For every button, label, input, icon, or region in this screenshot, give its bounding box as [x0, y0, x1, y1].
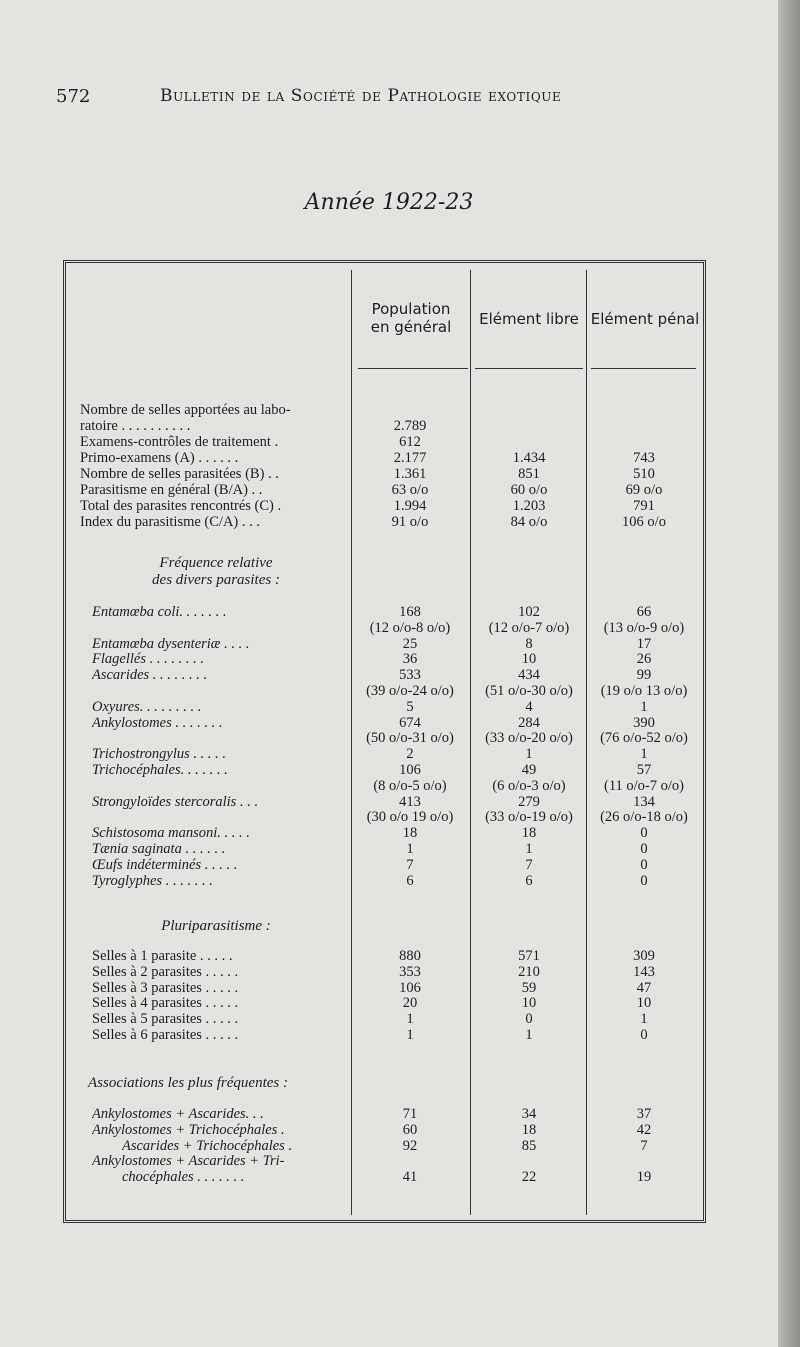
value-penal: 143 — [633, 963, 655, 980]
value-penal: (13 o/o-9 o/o) — [603, 619, 685, 636]
value-penal: 791 — [633, 498, 655, 514]
value-penal: (19 o/o 13 o/o) — [600, 683, 688, 699]
row-label: Tyroglyphes . . . . . . . — [92, 872, 213, 889]
value-population: 6 — [406, 872, 414, 889]
value-penal: 390 — [633, 714, 655, 731]
value-penal: 1 — [640, 746, 648, 763]
value-penal: 19 — [636, 1169, 652, 1186]
frequency-row — [80, 809, 700, 825]
header-rule-1 — [358, 368, 468, 369]
frequency-row — [80, 699, 700, 715]
value-population: 60 — [402, 1121, 418, 1138]
value-libre: 1.203 — [512, 498, 546, 514]
value-population: 880 — [399, 948, 421, 964]
row-label: Primo-examens (A) . . . . . . — [80, 450, 239, 466]
value-libre: 1 — [525, 841, 533, 857]
value-population: 168 — [399, 604, 421, 620]
row-label: Selles à 3 parasites . . . . . — [92, 979, 239, 996]
row-label: ratoire . . . . . . . . . . — [80, 418, 191, 434]
value-penal: 10 — [636, 995, 652, 1012]
value-penal: 0 — [640, 841, 648, 857]
page-header — [0, 84, 778, 114]
value-population: 1 — [406, 841, 414, 857]
value-libre: 34 — [521, 1106, 537, 1122]
general-row — [80, 514, 700, 530]
value-penal: 1 — [640, 698, 648, 715]
pluri-row — [80, 964, 700, 980]
header-rule-2 — [475, 368, 583, 369]
row-label: Index du parasitisme (C/A) . . . — [80, 514, 261, 530]
association-row — [80, 1106, 700, 1122]
value-population: (30 o/o 19 o/o) — [366, 809, 454, 826]
row-label: Selles à 4 parasites . . . . . — [92, 995, 239, 1012]
section-title-frequency-line2: des divers parasites : — [152, 572, 280, 588]
value-penal: 1 — [640, 1011, 648, 1028]
pluri-row — [80, 1027, 700, 1043]
value-penal: 57 — [636, 762, 652, 778]
column-header-population-line1: Population — [371, 300, 451, 318]
value-population: 2 — [406, 746, 414, 763]
row-label: Trichocéphales. . . . . . . — [92, 762, 228, 778]
value-libre: (6 o/o-3 o/o) — [492, 777, 566, 794]
row-label: Tænia saginata . . . . . . — [92, 841, 226, 857]
frequency-row — [80, 667, 700, 683]
value-population: 92 — [402, 1137, 418, 1154]
header-rule-3 — [591, 368, 696, 369]
frequency-row — [80, 857, 700, 873]
value-penal: 510 — [633, 466, 655, 482]
value-libre: 8 — [525, 635, 533, 652]
row-label: Schistosoma mansoni. . . . . — [92, 825, 250, 842]
value-libre: 4 — [525, 698, 533, 715]
value-libre: 59 — [521, 979, 537, 996]
row-label: Ascarides . . . . . . . . — [92, 667, 208, 684]
value-population: 1 — [406, 1011, 414, 1028]
value-population: (12 o/o-8 o/o) — [369, 619, 451, 636]
row-label: Œufs indéterminés . . . . . — [92, 856, 238, 873]
value-libre: 210 — [518, 963, 540, 980]
value-penal: 37 — [636, 1106, 652, 1122]
row-label: Selles à 1 parasite . . . . . — [92, 948, 233, 964]
row-label: Selles à 2 parasites . . . . . — [92, 963, 239, 980]
value-population: 1 — [406, 1027, 414, 1043]
value-libre: (33 o/o-20 o/o) — [485, 730, 573, 747]
value-population: 106 — [399, 979, 421, 996]
frequency-row — [80, 762, 700, 778]
column-header-libre: Elément libre — [479, 310, 579, 328]
frequency-row — [80, 746, 700, 762]
value-penal: 309 — [633, 948, 655, 964]
value-libre: 0 — [525, 1011, 533, 1028]
general-row — [80, 450, 700, 466]
row-label: chocéphales . . . . . . . — [122, 1169, 245, 1186]
value-libre: 18 — [521, 1121, 537, 1138]
pluri-row — [80, 948, 700, 964]
value-libre: 18 — [521, 825, 537, 842]
section-title-associations: Associations les plus fréquentes : — [88, 1075, 288, 1091]
value-population: (50 o/o-31 o/o) — [366, 730, 454, 747]
value-libre: 85 — [521, 1137, 537, 1154]
value-libre: 284 — [518, 714, 540, 731]
column-header-population — [353, 300, 469, 336]
value-libre: 1.434 — [512, 450, 546, 466]
value-population: 612 — [399, 434, 421, 450]
frequency-row — [80, 794, 700, 810]
section-title-frequency-line1: Fréquence relative — [159, 555, 273, 571]
value-libre: 279 — [518, 793, 540, 810]
value-population: 71 — [402, 1106, 418, 1122]
general-row — [80, 434, 700, 450]
row-label: Ankylostomes . . . . . . . — [92, 714, 223, 731]
value-penal: 134 — [633, 793, 655, 810]
value-population: 2.789 — [393, 418, 427, 434]
value-penal: 0 — [640, 856, 648, 873]
value-penal: (76 o/o-52 o/o) — [600, 730, 688, 747]
row-label: Oxyures. . . . . . . . . — [92, 698, 202, 715]
frequency-row — [80, 715, 700, 731]
value-libre: 22 — [521, 1169, 537, 1186]
running-title: Bulletin de la Société de Pathologie exotique — [160, 86, 562, 106]
value-population: (39 o/o-24 o/o) — [366, 683, 454, 699]
value-population: 674 — [399, 714, 421, 731]
association-row — [80, 1153, 700, 1169]
value-population: 18 — [402, 825, 418, 842]
value-population: (8 o/o-5 o/o) — [373, 777, 447, 794]
pluri-row — [80, 995, 700, 1011]
row-label: Total des parasites rencontrés (C) . — [80, 498, 282, 514]
row-label: Nombre de selles parasitées (B) . . — [80, 466, 279, 482]
section-title-pluri: Pluriparasitisme : — [161, 918, 271, 934]
general-row — [80, 482, 700, 498]
value-population: 5 — [406, 698, 414, 715]
frequency-row — [80, 620, 700, 636]
row-label: Selles à 5 parasites . . . . . — [92, 1011, 239, 1028]
value-penal: 0 — [640, 825, 648, 842]
value-libre: 10 — [521, 651, 537, 668]
row-label: Ankylostomes + Ascarides. . . — [92, 1106, 264, 1122]
association-row — [80, 1169, 700, 1185]
value-population: 36 — [402, 651, 418, 668]
page-number: 572 — [56, 86, 91, 107]
value-libre: (51 o/o-30 o/o) — [485, 683, 573, 699]
value-libre: 7 — [525, 856, 533, 873]
general-row — [80, 498, 700, 514]
frequency-row — [80, 636, 700, 652]
value-libre: 6 — [525, 872, 533, 889]
value-population: 106 — [399, 762, 421, 778]
general-row-label-line: Nombre de selles apportées au labo- — [80, 402, 291, 418]
value-population: 413 — [399, 793, 421, 810]
value-penal: 7 — [640, 1137, 648, 1154]
frequency-row — [80, 730, 700, 746]
value-population: 1.994 — [393, 498, 427, 514]
association-row — [80, 1122, 700, 1138]
frequency-row — [80, 778, 700, 794]
value-population: 353 — [399, 963, 421, 980]
row-label: Parasitisme en général (B/A) . . — [80, 482, 263, 498]
row-label: Ascarides + Trichocéphales . — [122, 1137, 293, 1154]
value-penal: (11 o/o-7 o/o) — [603, 777, 684, 794]
value-libre: 84 o/o — [510, 514, 548, 530]
value-penal: 26 — [636, 651, 652, 668]
value-population: 1.361 — [393, 466, 427, 482]
value-penal: 42 — [636, 1121, 652, 1138]
value-penal: 99 — [636, 667, 652, 684]
value-penal: 17 — [636, 635, 652, 652]
value-libre: 102 — [518, 604, 540, 620]
association-row — [80, 1138, 700, 1154]
value-libre: 1 — [525, 1027, 533, 1043]
row-label: Examens-contrôles de traitement . — [80, 434, 279, 450]
value-libre: (33 o/o-19 o/o) — [485, 809, 573, 826]
frequency-row — [80, 825, 700, 841]
column-header-penal: Elément pénal — [590, 310, 700, 328]
value-penal: 47 — [636, 979, 652, 996]
value-penal: 0 — [640, 1027, 648, 1043]
frequency-row — [80, 683, 700, 699]
pluri-row — [80, 1011, 700, 1027]
pluri-row — [80, 980, 700, 996]
value-penal: (26 o/o-18 o/o) — [600, 809, 688, 826]
row-label: Ankylostomes + Ascarides + Tri- — [92, 1153, 285, 1170]
row-label: Flagellés . . . . . . . . — [92, 651, 204, 668]
value-penal: 0 — [640, 872, 648, 889]
row-label: Strongyloïdes stercoralis . . . — [92, 793, 259, 810]
row-label: Ankylostomes + Trichocéphales . — [92, 1121, 285, 1138]
value-population: 533 — [399, 667, 421, 684]
general-row — [80, 418, 700, 434]
value-libre: 571 — [518, 948, 540, 964]
row-label: Trichostrongylus . . . . . — [92, 746, 227, 763]
value-libre: 60 o/o — [510, 482, 548, 498]
frequency-row — [80, 841, 700, 857]
value-libre: 10 — [521, 995, 537, 1012]
year-title: Année 1922-23 — [304, 190, 474, 215]
value-population: 2.177 — [393, 450, 427, 466]
frequency-row — [80, 604, 700, 620]
value-penal: 69 o/o — [625, 482, 663, 498]
value-libre: 1 — [525, 746, 533, 763]
value-libre: (12 o/o-7 o/o) — [488, 619, 570, 636]
value-population: 20 — [402, 995, 418, 1012]
column-header-population-line2: en général — [370, 318, 452, 336]
general-row — [80, 466, 700, 482]
value-penal: 106 o/o — [622, 514, 666, 530]
value-penal: 743 — [633, 450, 655, 466]
value-libre: 851 — [518, 466, 540, 482]
value-libre: 49 — [521, 762, 537, 778]
value-population: 91 o/o — [391, 514, 429, 530]
section-title-frequency — [80, 555, 352, 589]
frequency-row — [80, 873, 700, 889]
row-label: Entamœba dysenteriæ . . . . — [92, 635, 250, 652]
value-population: 41 — [402, 1169, 418, 1186]
value-population: 7 — [406, 856, 414, 873]
page-edge-shadow — [778, 0, 800, 1347]
value-population: 63 o/o — [391, 482, 429, 498]
value-penal: 66 — [636, 604, 652, 620]
row-label: Entamœba coli. . . . . . . — [92, 604, 227, 620]
value-population: 25 — [402, 635, 418, 652]
row-label: Selles à 6 parasites . . . . . — [92, 1027, 239, 1043]
value-libre: 434 — [518, 667, 540, 684]
frequency-row — [80, 651, 700, 667]
